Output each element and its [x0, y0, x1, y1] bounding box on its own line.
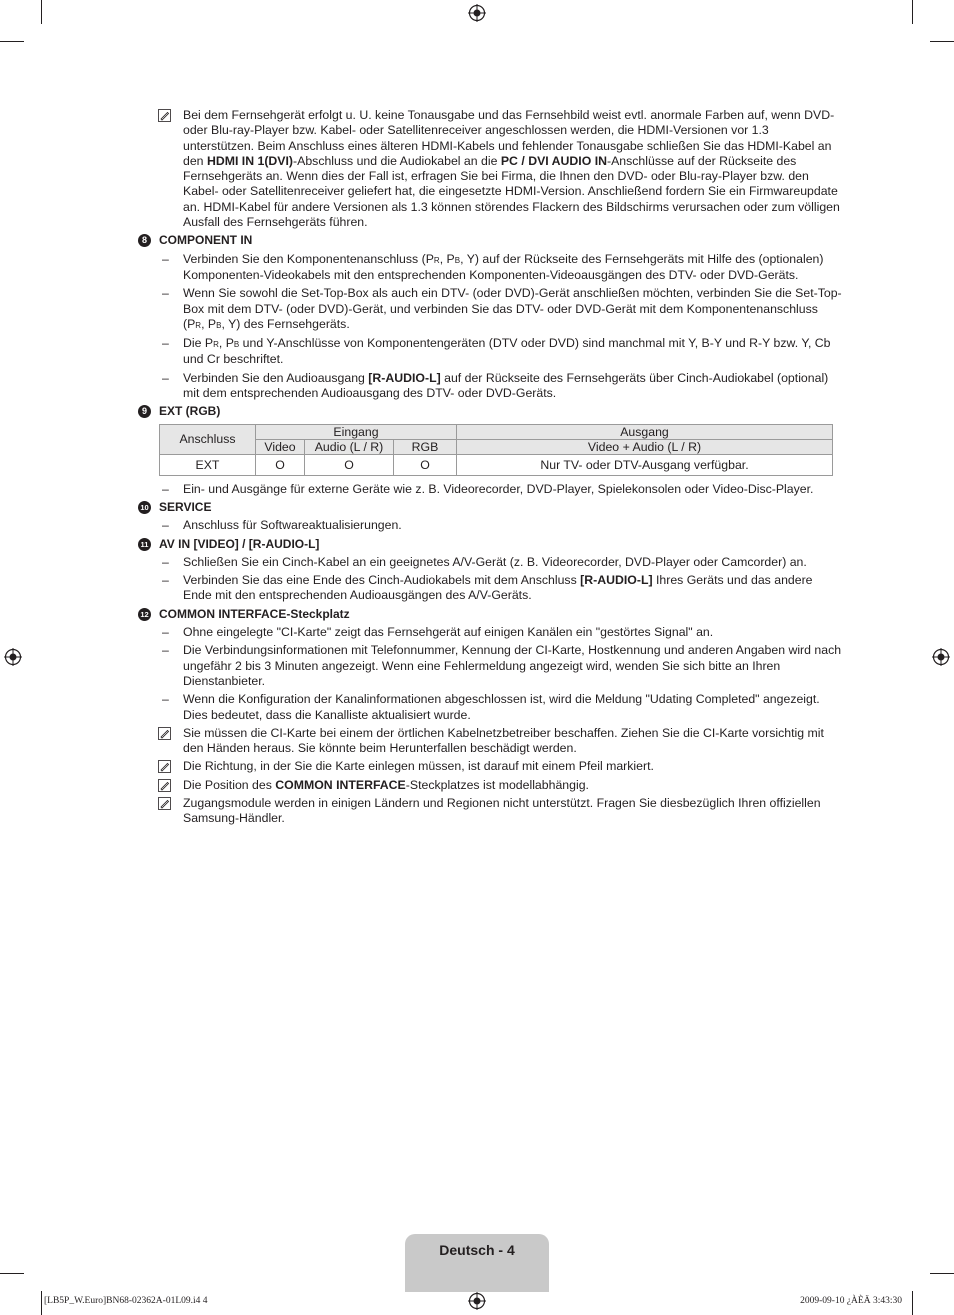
list-item [138, 482, 842, 497]
item-text: auf der Rückseite des Fernsehgeräts über Cinch-Audiokabel (optional) mit dem entsprechenden Audioausgang des DTV- oder DVD-Geräts. [183, 370, 829, 401]
section-number-badge: 11 [138, 538, 151, 551]
item-text: , P [439, 251, 455, 266]
section-heading-common-interface [138, 607, 842, 622]
audio-port-label: [R-AUDIO-L] [580, 573, 653, 588]
list-item [138, 692, 842, 723]
ext-table [159, 424, 833, 476]
crop-mark [930, 1273, 954, 1274]
item-text: Wenn Sie sowohl die Set-Top-Box als auch ein DTV- (oder DVD)-Gerät anschließen möchten, verbinden Sie die Set-Top-Box mit dem DTV- (oder DVD)-Gerät, und verbinden Sie das DTV- oder DVD-Gerät mit dem Komponentenanschluss (P [183, 286, 842, 331]
subscript: B [454, 255, 461, 265]
section-title: COMMON INTERFACE-Steckplatz [159, 606, 350, 621]
imprint-left: [LB5P_W.Euro]BN68-02362A-01L09.i4 4 [44, 1296, 208, 1306]
section-heading-component-in [138, 233, 842, 248]
crop-mark [912, 0, 913, 24]
note-hdmi [138, 108, 842, 230]
dash-bullet: – [162, 286, 169, 301]
registration-mark-icon [468, 1292, 486, 1310]
table-cell: O [305, 454, 394, 475]
pc-dvi-audio-label: PC / DVI AUDIO IN [500, 153, 607, 168]
section-number-badge: 9 [138, 405, 151, 418]
table-header-row [160, 439, 833, 454]
page-content [138, 108, 842, 830]
item-text: Die P [183, 336, 214, 351]
note-item [138, 759, 842, 774]
note-text: Zugangsmodule werden in einigen Ländern und Regionen nicht unterstützt. Fragen Sie diesbezüglich Ihren offiziellen Samsung-Händler. [183, 795, 821, 826]
section-number-badge: 10 [138, 501, 151, 514]
section-title: AV IN [VIDEO] / [R-AUDIO-L] [159, 536, 320, 551]
page-number-label: Deutsch - 4 [439, 1242, 515, 1258]
subscript: R [195, 320, 202, 330]
item-text: Die Verbindungsinformationen mit Telefonnummer, Kennung der CI-Karte, Hostkennung und anderen Angaben wird nach ungefähr 2 bis 3 Minuten angezeigt. Wenn eine Fehlermeldung angezeigt wird, wenden Sie sich bitte an Ihren Dienstanbieter. [183, 643, 842, 688]
audio-port-label: [R-AUDIO-L] [368, 370, 441, 385]
table-cell: Nur TV- oder DTV-Ausgang verfügbar. [457, 454, 833, 475]
subscript: B [216, 320, 222, 330]
list-item [138, 643, 842, 689]
subscript: B [233, 340, 240, 350]
crop-mark [41, 1291, 42, 1315]
item-text: Verbinden Sie das eine Ende des Cinch-Audiokabels mit dem Anschluss [183, 573, 581, 588]
dash-bullet: – [162, 692, 169, 707]
table-header-cell: Video + Audio (L / R) [457, 439, 833, 454]
item-text: , P [201, 316, 217, 331]
list-item [138, 518, 842, 533]
item-text: , P [218, 336, 234, 351]
list-item [138, 252, 842, 284]
page-number-tab [405, 1234, 549, 1292]
table-header-row [160, 424, 833, 439]
item-text: Ohne eingelegte "CI-Karte" zeigt das Fernsehgerät auf einigen Kanälen ein "gestörtes Signal" an. [183, 625, 714, 640]
note-item [138, 726, 842, 757]
item-text: , Y) auf der Rückseite des Fernsehgeräts mit Hilfe des (optionalen) Komponenten-Videokabels mit den entsprechenden Komponenten-Videoausgängen des DTV- oder DVD-Geräts. [183, 251, 824, 282]
note-icon [158, 779, 171, 792]
dash-bullet: – [162, 481, 169, 496]
registration-mark-icon [4, 648, 22, 666]
table-header-cell: Anschluss [160, 424, 256, 454]
section-heading-av-in [138, 537, 842, 552]
section-heading-ext-rgb [138, 404, 842, 419]
table-cell: O [394, 454, 457, 475]
section-number-badge: 12 [138, 608, 151, 621]
common-interface-label: COMMON INTERFACE [275, 777, 406, 792]
dash-bullet: – [162, 518, 169, 533]
registration-mark-icon [932, 648, 950, 666]
list-item [138, 336, 842, 368]
table-header-cell: Video [256, 439, 305, 454]
note-icon [158, 797, 171, 810]
subscript: R [433, 255, 440, 265]
item-text: Anschluss für Softwareaktualisierungen. [183, 518, 402, 533]
note-icon [158, 760, 171, 773]
list-item [138, 371, 842, 402]
note-text: -Anschlüsse auf der Rückseite des Fernsehgeräts an. Wenn dies der Fall ist, erfragen Sie bei Firma, die Ihnen den DVD- oder Blu-ray-Player bzw. den Kabel- oder Satellitenreceiver geliefert hat, die eingesetzte HDMI-Version. Anschließend fordern Sie ein Firmwareupdate an. HDMI-Kabel für andere Versionen als 1.3 können störendes Flackern des Bildschirms verursachen oder zum völligen Ausfall des Fernsehgeräts führen. [183, 153, 840, 230]
section-title: EXT (RGB) [159, 404, 221, 419]
note-text: -Steckplatzes ist modellabhängig. [405, 777, 589, 792]
crop-mark [930, 41, 954, 42]
crop-mark [41, 0, 42, 24]
item-text: Verbinden Sie den Komponentenanschluss (P [183, 251, 434, 266]
hdmi-in-label: HDMI IN 1(DVI) [206, 153, 294, 168]
dash-bullet: – [162, 625, 169, 640]
note-text: Sie müssen die CI-Karte bei einem der örtlichen Kabelnetzbetreiber beschaffen. Ziehen Sie die CI-Karte vorsichtig mit den Händen heraus. Sie könnte beim Herunterfallen beschädigt werden. [183, 725, 824, 756]
table-header-cell: RGB [394, 439, 457, 454]
note-text: Bei dem Fernsehgerät erfolgt u. U. keine Tonausgabe und das Fernsehbild weist evtl. anormale Farben auf, wenn DVD- oder Blu-ray-Player bzw. Kabel- oder Satellitenreceiver angeschlossen werden, die HDMI-Versionen vor 1.3 unterstützen. Beim Anschluss eines älteren HDMI-Kabels und fehlender Tonausgabe schließen Sie das HDMI-Kabel an den [183, 108, 835, 168]
item-text: Verbinden Sie den Audioausgang [183, 370, 369, 385]
imprint-right: 2009-09-10 ¿ÀÈÄ 3:43:30 [800, 1296, 902, 1306]
crop-mark [0, 1273, 24, 1274]
dash-bullet: – [162, 336, 169, 351]
note-text: Die Position des [183, 777, 276, 792]
item-text: Ein- und Ausgänge für externe Geräte wie z. B. Videorecorder, DVD-Player, Spielekonsolen oder Video-Disc-Player. [183, 481, 814, 496]
list-item [138, 573, 842, 604]
list-item [138, 286, 842, 333]
dash-bullet: – [162, 643, 169, 658]
table-header-cell: Eingang [256, 424, 457, 439]
list-item [138, 625, 842, 640]
table-header-cell: Audio (L / R) [305, 439, 394, 454]
item-text: Ihres Geräts und das andere Ende mit den entsprechenden Audioausgängen des A/V-Geräts. [183, 573, 813, 603]
note-item [138, 778, 842, 793]
dash-bullet: – [162, 573, 169, 588]
table-row [160, 454, 833, 475]
item-text: , Y) des Fernsehgeräts. [221, 316, 350, 331]
crop-mark [0, 41, 24, 42]
list-item [138, 555, 842, 570]
section-number-badge: 8 [138, 234, 151, 247]
item-text: und Y-Anschlüsse von Komponentengeräten (DTV oder DVD) sind manchmal mit Y, B-Y und R-Y bzw. Y, Cb und Cr beschriftet. [183, 336, 831, 367]
section-heading-service [138, 500, 842, 515]
dash-bullet: – [162, 251, 169, 266]
section-title: COMPONENT IN [159, 233, 253, 248]
dash-bullet: – [162, 554, 169, 569]
crop-mark [912, 1291, 913, 1315]
dash-bullet: – [162, 370, 169, 385]
note-text: Die Richtung, in der Sie die Karte einlegen müssen, ist darauf mit einem Pfeil markiert. [183, 759, 654, 774]
item-text: Schließen Sie ein Cinch-Kabel an ein geeignetes A/V-Gerät (z. B. Videorecorder, DVD-Player oder Camcorder) an. [183, 554, 807, 569]
item-text: Wenn die Konfiguration der Kanalinformationen abgeschlossen ist, wird die Meldung "Udating Completed" angezeigt. Dies bedeutet, dass die Kanalliste aktualisiert wurde. [183, 692, 820, 722]
note-icon [158, 109, 171, 122]
note-icon [158, 727, 171, 740]
subscript: R [213, 340, 219, 350]
table-cell: O [256, 454, 305, 475]
note-text: -Abschluss und die Audiokabel an die [293, 153, 501, 168]
table-header-cell: Ausgang [457, 424, 833, 439]
table-cell: EXT [160, 454, 256, 475]
registration-mark-icon [468, 4, 486, 22]
section-title: SERVICE [159, 499, 212, 514]
note-item [138, 796, 842, 827]
